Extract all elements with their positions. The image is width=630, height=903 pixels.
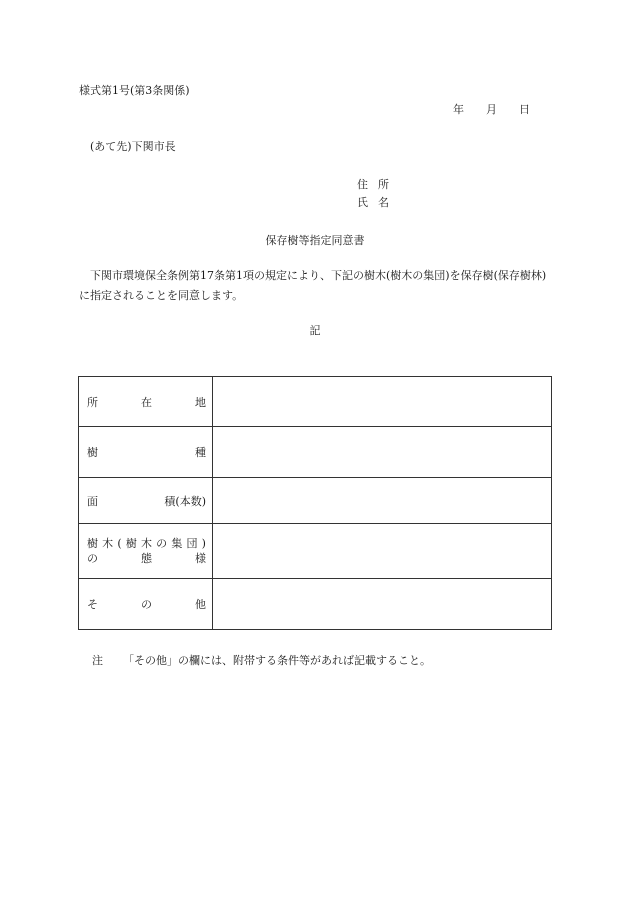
label-tree-condition: 樹 木 ( 樹 木 の 集 団 ) の 態 様: [79, 524, 213, 579]
date-line: [453, 101, 530, 117]
label-species: 樹 種: [79, 427, 213, 478]
body-text: 下関市環境保全条例第17条第1項の規定により、下記の樹木(樹木の集団)を保存樹(保存樹林)に指定されることを同意します。: [79, 269, 547, 302]
name-label: 氏 名: [357, 196, 389, 209]
table-row: [79, 377, 552, 427]
date-month: 月: [486, 103, 497, 116]
value-species[interactable]: [213, 427, 552, 478]
addressee: (あて先)下関市長: [90, 140, 176, 153]
address-label: 住 所: [357, 178, 389, 191]
ki-heading: 記: [309, 324, 321, 337]
label-other: そ の 他: [79, 579, 213, 630]
table-row: [79, 524, 552, 579]
table-row: [79, 579, 552, 630]
document-title: 保存樹等指定同意書: [265, 234, 365, 247]
note: [92, 652, 431, 668]
note-text: 「その他」の欄には、附帯する条件等があれば記載すること。: [123, 654, 431, 667]
form-number: 様式第1号(第3条関係): [79, 84, 190, 97]
table-row: [79, 478, 552, 524]
value-other[interactable]: [213, 579, 552, 630]
note-label: 注: [92, 654, 103, 667]
label-location: 所 在 地: [79, 377, 213, 427]
date-year: 年: [453, 103, 464, 116]
value-tree-condition[interactable]: [213, 524, 552, 579]
value-area[interactable]: [213, 478, 552, 524]
date-day: 日: [519, 103, 530, 116]
value-location[interactable]: [213, 377, 552, 427]
label-area: 面 積(本数): [79, 478, 213, 524]
info-table: [78, 376, 552, 630]
table-row: [79, 427, 552, 478]
